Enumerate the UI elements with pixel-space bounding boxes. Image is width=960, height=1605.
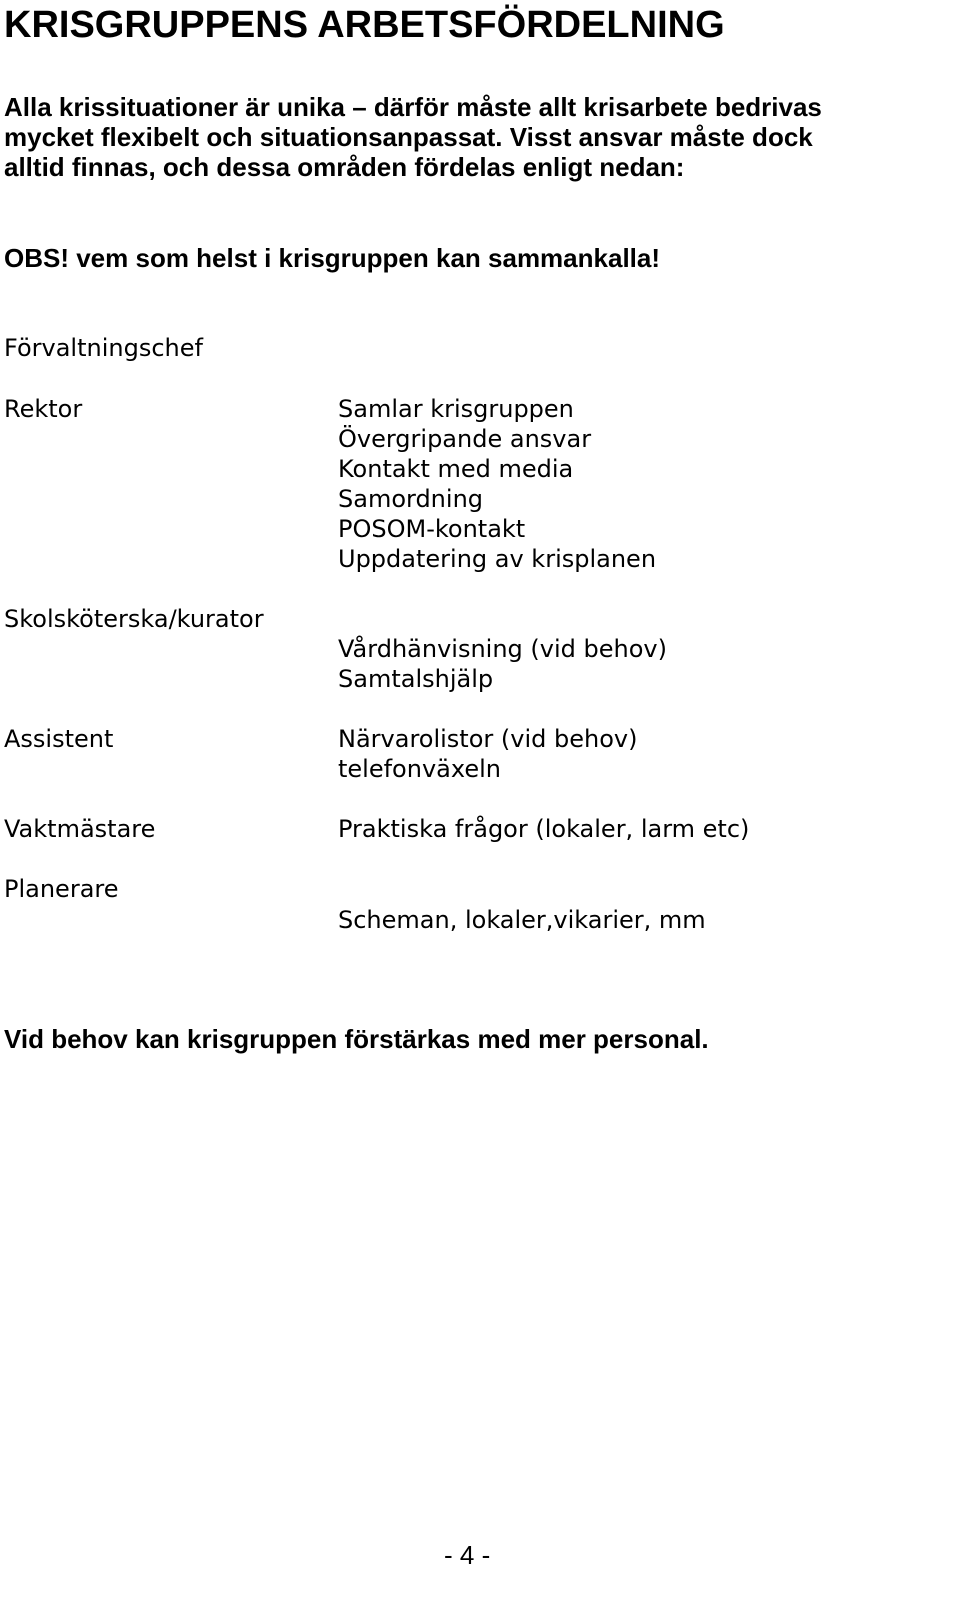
role-label-forvaltningschef: Förvaltningschef (4, 334, 203, 362)
footer-note: Vid behov kan krisgruppen förstärkas med mer personal. (4, 1024, 709, 1054)
duty-item: telefonväxeln (338, 755, 501, 783)
duty-item: POSOM-kontakt (338, 515, 526, 543)
duty-item: Samtalshjälp (338, 665, 494, 693)
duty-item: Närvarolistor (vid behov) (338, 725, 638, 753)
duty-item: Övergripande ansvar (338, 425, 592, 453)
duty-item: Kontakt med media (338, 455, 574, 483)
intro-line: alltid finnas, och dessa områden fördelas enligt nedan: (4, 152, 685, 182)
duty-item: Uppdatering av krisplanen (338, 545, 657, 573)
role-label-rektor: Rektor (4, 395, 83, 423)
page-number: - 4 - (444, 1540, 491, 1570)
role-label-skolskoterska: Skolsköterska/kurator (4, 605, 264, 633)
role-label-vaktmastare: Vaktmästare (4, 815, 156, 843)
obs-note: OBS! vem som helst i krisgruppen kan sammankalla! (4, 243, 661, 273)
intro-line: mycket flexibelt och situationsanpassat. Visst ansvar måste dock (4, 122, 813, 152)
duty-item: Vårdhänvisning (vid behov) (338, 635, 667, 663)
role-label-planerare: Planerare (4, 875, 119, 903)
duty-list-vaktmastare (338, 814, 749, 844)
duty-list-assistent (338, 724, 637, 784)
duty-item: Praktiska frågor (lokaler, larm etc) (338, 815, 750, 843)
duty-item: Samordning (338, 485, 484, 513)
intro-line: Alla krissituationer är unika – därför måste allt krisarbete bedrivas (4, 92, 822, 122)
duty-list-skolskoterska (338, 634, 667, 694)
page-title: KRISGRUPPENS ARBETSFÖRDELNING (4, 4, 725, 46)
duty-item: Samlar krisgruppen (338, 395, 574, 423)
duty-list-rektor (338, 394, 656, 574)
duty-item: Scheman, lokaler,vikarier, mm (338, 906, 706, 934)
duty-list-planerare (338, 905, 706, 935)
role-label-assistent: Assistent (4, 725, 114, 753)
